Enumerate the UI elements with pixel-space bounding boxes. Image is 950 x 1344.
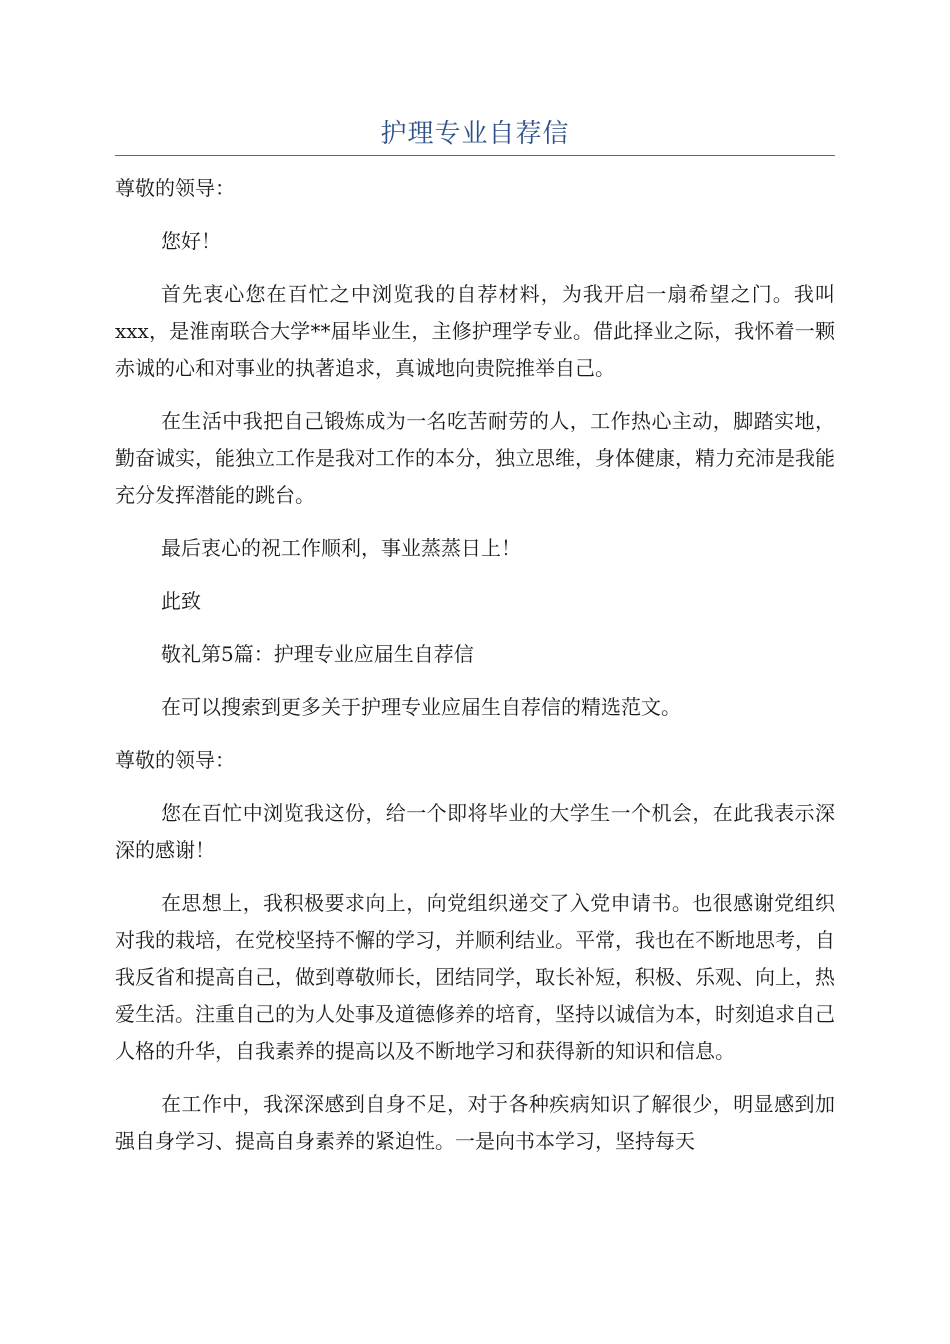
paragraph-thanks: 您在百忙中浏览我这份，给一个即将毕业的大学生一个机会，在此我表示深深的感谢！ (115, 801, 835, 862)
document-body (115, 170, 835, 1160)
paragraph-cizhi: 此致 (161, 589, 201, 613)
document-page (115, 0, 835, 1176)
paragraph-search-note: 在可以搜索到更多关于护理专业应届生自荐信的精选范文。 (161, 695, 681, 719)
paragraph-salutation: 尊敬的领导： (115, 176, 235, 200)
document-title: 护理专业自荐信 (380, 119, 570, 149)
paragraph-greeting: 您好！ (161, 229, 221, 253)
paragraph-closing-wish: 最后衷心的祝工作顺利，事业蒸蒸日上！ (161, 536, 521, 560)
paragraph-life: 在生活中我把自己锻炼成为一名吃苦耐劳的人，工作热心主动，脚踏实地，勤奋诚实，能独立工作是我对工作的本分，独立思维，身体健康，精力充沛是我能充分发挥潜能的跳台。 (115, 409, 835, 507)
paragraph-jingli-heading: 敬礼第5篇：护理专业应届生自荐信 (161, 642, 474, 666)
paragraph-work: 在工作中，我深深感到自身不足，对于各种疾病知识了解很少，明显感到加强自身学习、提高自身素养的紧迫性。一是向书本学习，坚持每天 (115, 1092, 835, 1153)
paragraph-ideology: 在思想上，我积极要求向上，向党组织递交了入党申请书。也很感谢党组织对我的栽培，在党校坚持不懈的学习，并顺利结业。平常，我也在不断地思考，自我反省和提高自己，做到尊敬师长，团结同学，取长补短，积极、乐观、向上，热爱生活。注重自己的为人处事及道德修养的培育，坚持以诚信为本，时刻追求自己人格的升华，自我素养的提高以及不断地学习和获得新的知识和信息。 (115, 891, 835, 1063)
paragraph-introduction: 首先衷心您在百忙之中浏览我的自荐材料，为我开启一扇希望之门。我叫xxx，是淮南联合大学**届毕业生，主修护理学专业。借此择业之际，我怀着一颗赤诚的心和对事业的执著追求，真诚地向贵院推举自己。 (115, 282, 835, 380)
title-underline (115, 155, 835, 156)
paragraph-salutation-2: 尊敬的领导： (115, 748, 235, 772)
